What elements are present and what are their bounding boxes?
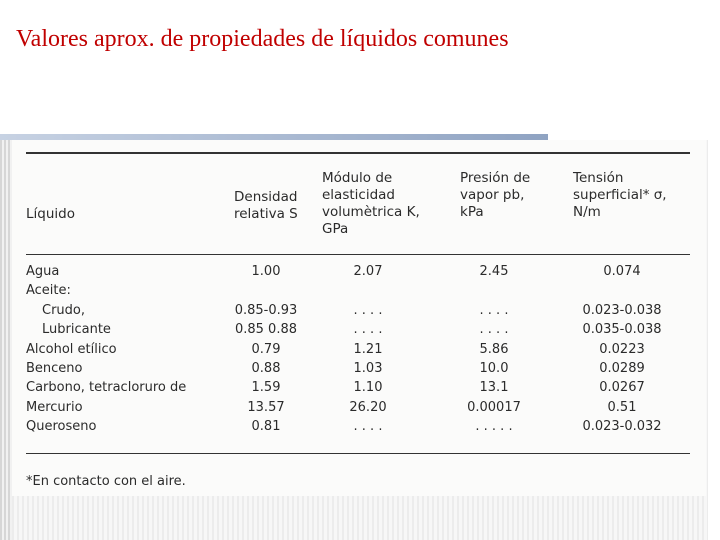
- cell-density: 0.85 0.88: [234, 322, 298, 338]
- cell-liquid: Aceite:: [26, 283, 71, 299]
- table-row: [12, 301, 706, 320]
- cell-modulus: 1.10: [353, 380, 383, 396]
- table-footnote: *En contacto con el aire.: [26, 474, 186, 489]
- cell-liquid: Queroseno: [26, 419, 97, 435]
- header-vapor-pressure: Presión de vapor pb, kPa: [460, 170, 531, 220]
- cell-vapor-pressure: . . . . .: [475, 419, 513, 435]
- cell-density: 1.00: [251, 264, 281, 279]
- cell-density: 0.85-0.93: [234, 302, 298, 318]
- header-liquid: Líquido: [26, 206, 75, 222]
- decorative-stripes: [0, 140, 12, 540]
- cell-vapor-pressure: 10.0: [479, 361, 509, 376]
- cell-liquid: Alcohol etílico: [26, 341, 117, 357]
- table-row: [12, 398, 706, 417]
- cell-modulus: 2.07: [353, 264, 383, 279]
- header-surface-tension: Tensión superficial* σ, N/m: [573, 170, 667, 220]
- slide-title: Valores aprox. de propiedades de líquidos comunes: [16, 26, 509, 52]
- cell-liquid: Mercurio: [26, 399, 83, 415]
- cell-density: 1.59: [251, 380, 281, 396]
- table-row: [12, 417, 706, 436]
- cell-vapor-pressure: . . . .: [479, 322, 509, 338]
- table-bottom-rule: [26, 453, 690, 454]
- cell-surface-tension: 0.51: [607, 399, 637, 415]
- cell-liquid: Crudo,: [42, 302, 85, 318]
- cell-surface-tension: 0.023-0.032: [582, 419, 662, 435]
- cell-modulus: 26.20: [349, 399, 387, 415]
- cell-vapor-pressure: 5.86: [479, 341, 509, 357]
- cell-surface-tension: 0.035-0.038: [582, 322, 662, 338]
- cell-surface-tension: 0.0223: [599, 341, 645, 357]
- cell-modulus: . . . .: [353, 419, 383, 435]
- cell-modulus: . . . .: [353, 302, 383, 318]
- cell-vapor-pressure: . . . .: [479, 302, 509, 318]
- table-row: [12, 320, 706, 339]
- cell-liquid: Benceno: [26, 361, 83, 376]
- cell-liquid: Lubricante: [42, 322, 111, 338]
- table-row: [12, 281, 706, 300]
- cell-vapor-pressure: 13.1: [479, 380, 509, 396]
- cell-surface-tension: 0.0267: [599, 380, 645, 396]
- cell-density: 0.79: [251, 341, 281, 357]
- cell-vapor-pressure: 0.00017: [467, 399, 521, 415]
- properties-table: [12, 140, 706, 496]
- cell-vapor-pressure: 2.45: [479, 264, 509, 279]
- cell-modulus: . . . .: [353, 322, 383, 338]
- cell-modulus: 1.21: [353, 341, 383, 357]
- table-row: [12, 340, 706, 359]
- cell-density: 13.57: [247, 399, 285, 415]
- cell-density: 0.88: [251, 361, 281, 376]
- cell-liquid: Carbono, tetracloruro de: [26, 380, 187, 396]
- header-modulus: Módulo de elasticidad volumètrica K, GPa: [322, 170, 420, 237]
- cell-surface-tension: 0.023-0.038: [582, 302, 662, 318]
- cell-surface-tension: 0.074: [603, 264, 641, 279]
- cell-liquid: Agua: [26, 264, 60, 279]
- table-row: [12, 262, 706, 281]
- cell-density: 0.81: [251, 419, 281, 435]
- table-row: [12, 378, 706, 397]
- table-header-rule: [26, 254, 690, 255]
- table-top-rule: [26, 152, 690, 154]
- table-row: [12, 359, 706, 378]
- header-density: Densidad relativa S: [234, 189, 298, 222]
- cell-surface-tension: 0.0289: [599, 361, 645, 376]
- cell-modulus: 1.03: [353, 361, 383, 376]
